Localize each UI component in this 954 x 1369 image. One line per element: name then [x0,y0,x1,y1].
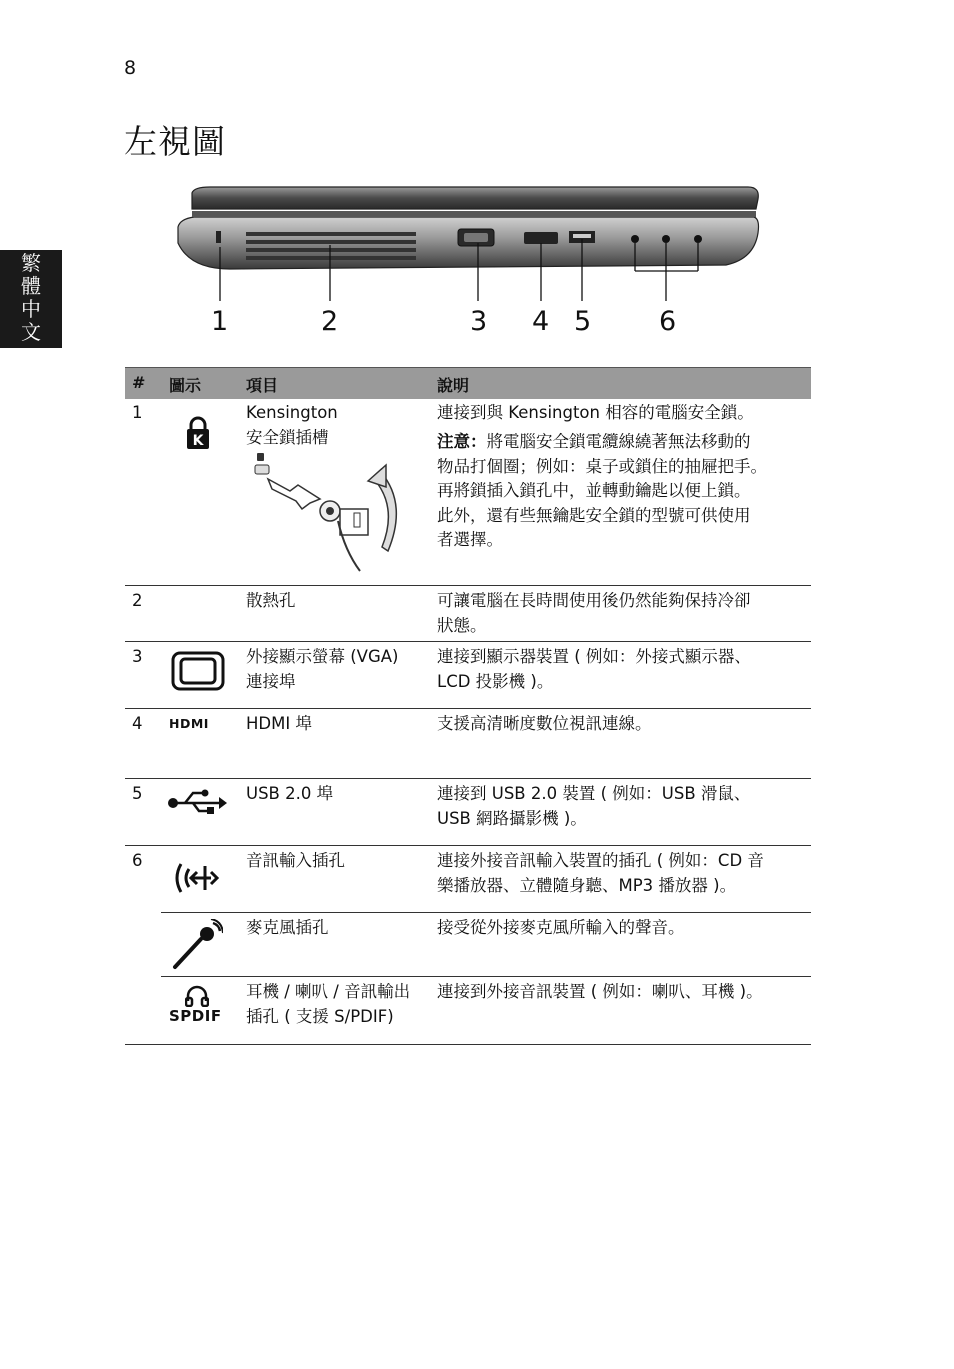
item-line: 插孔 ( 支援 S/PDIF) [246,1007,394,1026]
side-tab-char: 文 [21,320,41,344]
laptop-left-side-illustration [170,183,770,308]
row-item: 麥克風插孔 [246,918,329,937]
table-row [125,846,811,913]
desc-line: 連接到 USB 2.0 裝置 ( 例如：USB 滑鼠、 [437,784,751,803]
note-line: 此外，還有些無鑰匙安全鎖的型號可供使用 [437,505,751,525]
desc-line: 可讓電腦在長時間使用後仍然能夠保持冷卻 [437,591,751,610]
item-line: 連接埠 [246,672,296,691]
vga-port-icon [171,651,225,691]
desc-line: 樂播放器、立體隨身聽、MP3 播放器 )。 [437,876,737,895]
table-row [125,642,811,709]
table-row [125,779,811,846]
headphone-icon [185,985,209,1007]
header-num: # [132,373,146,392]
row-num: 5 [132,784,143,803]
item-line: 安全鎖插槽 [246,428,329,447]
row-desc [437,781,809,831]
row-desc: 連接到外接音訊裝置 ( 例如：喇叭、耳機 )。 [437,982,763,1001]
desc-line: LCD 投影機 )。 [437,672,554,691]
row-item: 散熱孔 [246,591,296,610]
callout-number: 3 [470,306,488,337]
language-side-tab [0,250,62,348]
table-header [125,367,811,399]
row-item [246,400,431,450]
note-line: 再將鎖插入鎖孔中，並轉動鑰匙以便上鎖。 [437,481,751,500]
row-num: 3 [132,647,143,666]
row-desc [437,588,809,638]
desc-line: 連接到顯示器裝置 ( 例如：外接式顯示器、 [437,647,751,666]
callout-number: 6 [659,306,677,337]
audio-in-icon [171,860,225,896]
row-desc [437,644,809,694]
side-tab-char: 繁 [21,251,41,275]
microphone-icon [171,919,223,971]
row-item: HDMI 埠 [246,714,312,733]
row-num: 2 [132,591,143,610]
row-num: 4 [132,714,143,733]
row-desc: 接受從外接麥克風所輸入的聲音。 [437,918,685,937]
kensington-lock-icon [186,416,210,450]
callout-number: 1 [211,306,229,337]
header-item: 項目 [246,376,279,395]
item-line: 耳機 / 喇叭 / 音訊輸出 [246,982,411,1001]
usb-icon [167,785,229,815]
side-tab-char: 中 [21,297,41,321]
row-desc [437,400,809,553]
note-line: 將電腦安全鎖電纜線繞著無法移動的 [486,432,751,451]
table-row [125,586,811,642]
table-row [125,398,811,586]
svg-text:HDMI: HDMI [169,717,209,729]
header-desc: 說明 [437,376,470,395]
note-label: 注意： [437,432,487,451]
row-desc [437,848,809,898]
header-icon: 圖示 [169,376,202,395]
spdif-label: SPDIF [169,1007,222,1025]
page-title: 左視圖 [124,122,226,161]
callout-number: 5 [574,306,592,337]
side-tab-char: 體 [21,274,41,298]
note-line: 者選擇。 [437,530,503,549]
table-row [125,709,811,779]
row-divider [125,1044,811,1045]
desc-line: USB 網路攝影機 )。 [437,809,587,828]
desc-line: 連接到與 Kensington 相容的電腦安全鎖。 [437,403,754,422]
page-number: 8 [124,57,137,79]
hdmi-icon [169,717,225,729]
row-item: USB 2.0 埠 [246,784,334,803]
desc-line: 連接外接音訊輸入裝置的插孔 ( 例如：CD 音 [437,851,764,870]
note-block [437,430,809,553]
desc-line: 狀態。 [437,616,487,635]
row-desc: 支援高清晰度數位視訊連線。 [437,714,652,733]
row-num: 1 [132,403,143,422]
item-line: Kensington [246,403,338,422]
callout-number: 2 [321,306,339,337]
svg-text:K: K [192,433,204,449]
note-line: 物品打個圈；例如：桌子或鎖住的抽屜把手。 [437,456,767,476]
table-row [125,913,811,977]
row-item: 音訊輸入插孔 [246,851,345,870]
callout-number: 4 [532,306,550,337]
lock-insertion-illustration [250,451,410,577]
row-item [246,979,431,1029]
item-line: 外接顯示螢幕 (VGA) [246,647,399,666]
row-num: 6 [132,851,143,870]
table-row [125,977,811,1045]
row-item [246,644,431,694]
